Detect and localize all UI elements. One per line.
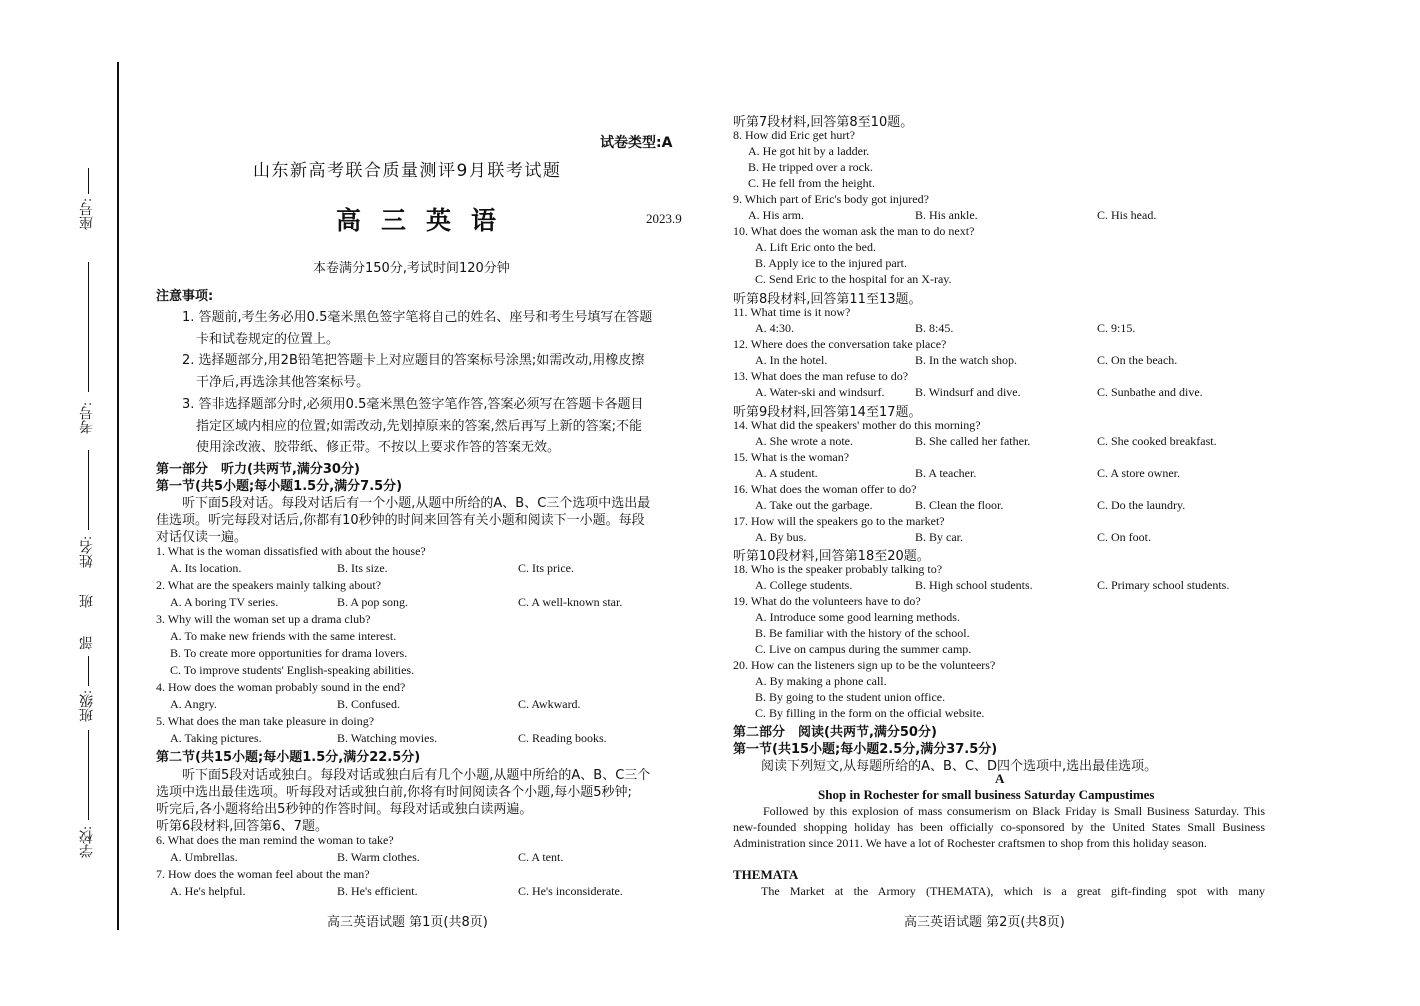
- notice-line: 1. 答题前,考生务必用0.5毫米黑色签字笔将自己的姓名、座号和考生号填写在答题: [182, 310, 653, 325]
- option-b: B. High school students.: [915, 578, 1033, 592]
- grade-underline: [88, 656, 89, 686]
- option-c: C. Awkward.: [518, 697, 581, 711]
- option-a: A. Water-ski and windsurf.: [755, 385, 885, 399]
- option-c: C. Sunbathe and dive.: [1097, 385, 1203, 399]
- option-c: C. By filling in the form on the official website.: [755, 706, 985, 720]
- part1-sec2-title: 第二节(共15小题;每小题1.5分,满分22.5分): [156, 750, 421, 765]
- option-b: B. 8:45.: [915, 321, 954, 335]
- question-19: 19. What do the volunteers have to do?: [733, 594, 921, 608]
- question-15: 15. What is the woman?: [733, 450, 850, 464]
- exam-date: 2023.9: [646, 211, 682, 226]
- notice-line: 2. 选择题部分,用2B铅笔把答题卡上对应题目的答案标号涂黑;如需改动,用橡皮擦: [182, 353, 645, 368]
- sec2-instruction: 选项中选出最佳选项。听每段对话或独白前,你将有时间阅读各个小题,每小题5秒钟;: [156, 785, 632, 800]
- option-a: A. Lift Eric onto the bed.: [755, 240, 876, 254]
- class-label: 班: [80, 594, 95, 608]
- passage-subheading: THEMATA: [733, 867, 799, 882]
- part2-sec1-title: 第一节(共15小题;每小题2.5分,满分37.5分): [733, 742, 998, 757]
- option-c: C. To improve students' English-speaking abilities.: [170, 663, 415, 677]
- option-c: C. Its price.: [518, 561, 574, 575]
- option-c: C. He's inconsiderate.: [518, 884, 623, 898]
- option-c: C. His head.: [1097, 208, 1157, 222]
- option-c: C. A tent.: [518, 850, 564, 864]
- exam-no-underline: [88, 262, 89, 392]
- option-c: C. A store owner.: [1097, 466, 1180, 480]
- option-a: A. To make new friends with the same interest.: [170, 629, 397, 643]
- option-b: B. Warm clothes.: [337, 850, 420, 864]
- option-a: A. Angry.: [170, 697, 217, 711]
- option-b: B. Watching movies.: [337, 731, 438, 745]
- score-info: 本卷满分150分,考试时间120分钟: [313, 261, 510, 276]
- sec1-instruction: 听下面5段对话。每段对话后有一个小题,从题中所给的A、B、C三个选项中选出最: [182, 496, 651, 511]
- question-7: 7. How does the woman feel about the man?: [156, 867, 370, 881]
- option-b: B. Clean the floor.: [915, 498, 1004, 512]
- segment-8-label: 听第8段材料,回答第11至13题。: [733, 292, 922, 307]
- part1-title: 第一部分 听力(共两节,满分30分): [156, 462, 360, 477]
- question-3: 3. Why will the woman set up a drama club?: [156, 612, 371, 626]
- question-20: 20. How can the listeners sign up to be the volunteers?: [733, 658, 996, 672]
- option-c: C. Reading books.: [518, 731, 607, 745]
- option-c: C. 9:15.: [1097, 321, 1136, 335]
- sec1-instruction: 佳选项。听完每段对话后,你都有10秒钟的时间来回答有关小题和阅读下一小题。每段: [156, 513, 645, 528]
- sec1-instruction: 对话仅读一遍。: [156, 530, 248, 545]
- option-b: B. A pop song.: [337, 595, 409, 609]
- segment-10-label: 听第10段材料,回答第18至20题。: [733, 549, 930, 564]
- paper-type: 试卷类型:A: [600, 135, 673, 151]
- question-12: 12. Where does the conversation take place?: [733, 337, 947, 351]
- exam-no-label: 考号:: [80, 402, 95, 434]
- option-b: B. In the watch shop.: [915, 353, 1017, 367]
- option-b: B. A teacher.: [915, 466, 977, 480]
- question-10: 10. What does the woman ask the man to do next?: [733, 224, 975, 238]
- question-16: 16. What does the woman offer to do?: [733, 482, 917, 496]
- option-c: C. On the beach.: [1097, 353, 1178, 367]
- option-b: B. By car.: [915, 530, 963, 544]
- option-a: A. Introduce some good learning methods.: [755, 610, 960, 624]
- option-a: A. A student.: [755, 466, 818, 480]
- option-a: A. Umbrellas.: [170, 850, 238, 864]
- option-c: C. Primary school students.: [1097, 578, 1230, 592]
- sec2-instruction: 听下面5段对话或独白。每段对话或独白后有几个小题,从题中所给的A、B、C三个: [182, 768, 651, 783]
- passage-paragraph: The Market at the Armory (THEMATA), which is a great gift-finding spot with many: [761, 884, 1265, 898]
- question-18: 18. Who is the speaker probably talking to?: [733, 562, 943, 576]
- name-label: 姓名:: [80, 536, 95, 568]
- dept-label: 部: [80, 636, 95, 650]
- option-a: A. College students.: [755, 578, 853, 592]
- option-c: C. On foot.: [1097, 530, 1151, 544]
- option-c: C. He fell from the height.: [748, 176, 875, 190]
- question-2: 2. What are the speakers mainly talking about?: [156, 578, 382, 592]
- question-11: 11. What time is it now?: [733, 305, 851, 319]
- grade-label: 班级:: [80, 690, 95, 722]
- question-6: 6. What does the man remind the woman to take?: [156, 833, 394, 847]
- option-b: B. Windsurf and dive.: [915, 385, 1021, 399]
- part1-sec1-title: 第一节(共5小题;每小题1.5分,满分7.5分): [156, 479, 403, 494]
- option-c: C. Live on campus during the summer camp.: [755, 642, 972, 656]
- question-17: 17. How will the speakers go to the market?: [733, 514, 945, 528]
- option-b: B. He's efficient.: [337, 884, 418, 898]
- option-b: B. Apply ice to the injured part.: [755, 256, 907, 270]
- option-a: A. In the hotel.: [755, 353, 828, 367]
- school-underline: [88, 730, 89, 820]
- option-a: A. Taking pictures.: [170, 731, 262, 745]
- question-5: 5. What does the man take pleasure in doing?: [156, 714, 375, 728]
- part2-instruction: 阅读下列短文,从每题所给的A、B、C、D四个选项中,选出最佳选项。: [761, 759, 1158, 774]
- option-b: B. By going to the student union office.: [755, 690, 946, 704]
- option-c: C. She cooked breakfast.: [1097, 434, 1217, 448]
- option-c: C. Send Eric to the hospital for an X-ray.: [755, 272, 952, 286]
- notice-line: 卡和试卷规定的位置上。: [196, 332, 340, 347]
- notice-heading: 注意事项:: [156, 289, 214, 304]
- question-9: 9. Which part of Eric's body got injured?: [733, 192, 929, 206]
- option-a: A. She wrote a note.: [755, 434, 853, 448]
- school-label: 学校:: [80, 826, 95, 858]
- option-b: B. He tripped over a rock.: [748, 160, 873, 174]
- segment-7-label: 听第7段材料,回答第8至10题。: [733, 115, 914, 130]
- segment-6-label: 听第6段材料,回答第6、7题。: [156, 819, 328, 834]
- notice-line: 指定区域内相应的位置;如需改动,先划掉原来的答案,然后再写上新的答案;不能: [196, 419, 643, 434]
- option-a: A. His arm.: [748, 208, 804, 222]
- option-a: A. By bus.: [755, 530, 807, 544]
- notice-line: 使用涂改液、胶带纸、修正带。不按以上要求作答的答案无效。: [196, 440, 561, 455]
- option-b: B. Be familiar with the history of the school.: [755, 626, 970, 640]
- option-a: A. A boring TV series.: [170, 595, 279, 609]
- seat-label: 座号:: [80, 198, 95, 230]
- name-underline: [88, 450, 89, 530]
- option-c: C. Do the laundry.: [1097, 498, 1186, 512]
- page-footer-right: 高三英语试题 第2页(共8页): [904, 915, 1065, 930]
- question-4: 4. How does the woman probably sound in the end?: [156, 680, 406, 694]
- question-14: 14. What did the speakers' mother do this morning?: [733, 418, 981, 432]
- question-8: 8. How did Eric get hurt?: [733, 128, 855, 142]
- sec2-instruction: 听完后,各小题将给出5秒钟的作答时间。每段对话或独白读两遍。: [156, 802, 533, 817]
- subject-title: 高三英语: [336, 206, 517, 235]
- option-b: B. She called her father.: [915, 434, 1031, 448]
- passage-paragraph: Followed by this explosion of mass consumerism on Black Friday is Small Business Saturday. This new-founded shopping holiday has been officially co-sponsored by the United States Small Business Administration since 2011. We have a lot of Rochester craftsmen to shop from this holiday season.: [733, 804, 1265, 850]
- binding-line: [117, 62, 119, 930]
- option-a: A. Take out the garbage.: [755, 498, 873, 512]
- exam-title: 山东新高考联合质量测评9月联考试题: [253, 161, 562, 181]
- notice-line: 3. 答非选择题部分时,必须用0.5毫米黑色签字笔作答,答案必须写在答题卡各题目: [182, 397, 644, 412]
- option-a: A. 4:30.: [755, 321, 794, 335]
- option-a: A. By making a phone call.: [755, 674, 887, 688]
- option-a: A. He's helpful.: [170, 884, 246, 898]
- page-footer-left: 高三英语试题 第1页(共8页): [327, 915, 488, 930]
- option-c: C. A well-known star.: [518, 595, 623, 609]
- option-b: B. His ankle.: [915, 208, 978, 222]
- part2-title: 第二部分 阅读(共两节,满分50分): [733, 725, 937, 740]
- option-b: B. Its size.: [337, 561, 388, 575]
- notice-line: 干净后,再选涂其他答案标号。: [196, 375, 370, 390]
- passage-letter: A: [995, 771, 1005, 786]
- seat-underline: [88, 168, 89, 194]
- passage-title: Shop in Rochester for small business Saturday Campustimes: [818, 787, 1155, 802]
- question-13: 13. What does the man refuse to do?: [733, 369, 909, 383]
- option-b: B. To create more opportunities for drama lovers.: [170, 646, 408, 660]
- question-1: 1. What is the woman dissatisfied with about the house?: [156, 544, 426, 558]
- segment-9-label: 听第9段材料,回答第14至17题。: [733, 405, 922, 420]
- option-b: B. Confused.: [337, 697, 400, 711]
- option-a: A. He got hit by a ladder.: [748, 144, 870, 158]
- option-a: A. Its location.: [170, 561, 242, 575]
